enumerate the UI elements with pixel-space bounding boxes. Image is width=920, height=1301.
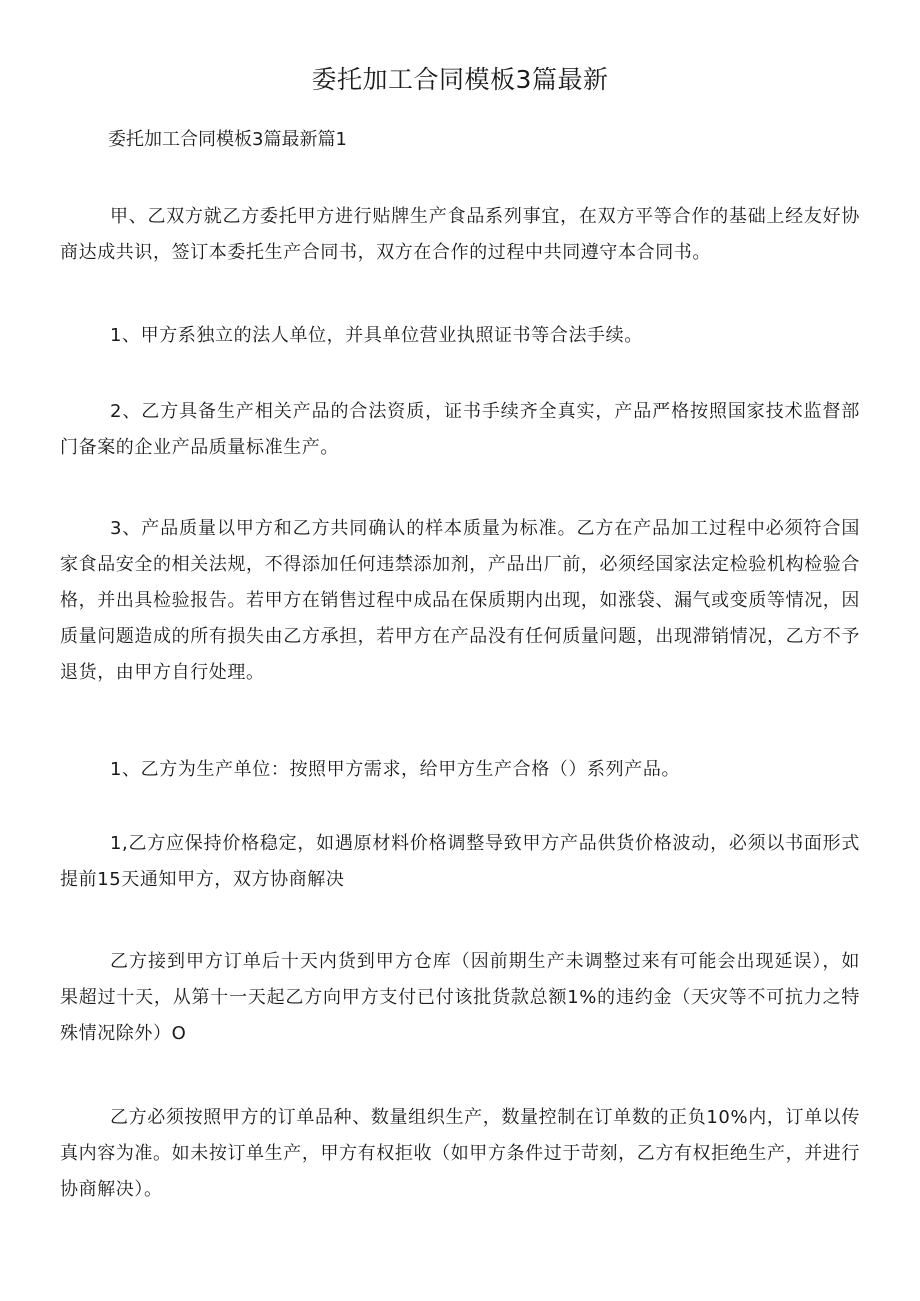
paragraph-clause-3: 3、产品质量以甲方和乙方共同确认的样本质量为标准。乙方在产品加工过程中必须符合国家食品安全的相关法规，不得添加任何违禁添加剂，产品出厂前，必须经国家法定检验机构检验合格，并出具检验报告。若甲方在销售过程中成品在保质期内出现，如涨袋、漏气或变质等情况，因质量问题造成的所有损失由乙方承担，若甲方在产品没有任何质量问题，出现滞销情况，乙方不予退货，由甲方自行处理。 — [60, 518, 860, 683]
paragraph-production-unit: 1、乙方为生产单位：按照甲方需求，给甲方生产合格（）系列产品。 — [110, 759, 681, 780]
paragraph-order-production: 乙方必须按照甲方的订单品种、数量组织生产，数量控制在订单数的正负10%内，订单以传真内容为准。如未按订单生产，甲方有权拒收（如甲方条件过于苛刻，乙方有权拒绝生产，并进行协商解决）。 — [60, 1107, 860, 1200]
paragraph-clause-1: 1、甲方系独立的法人单位，并具单位营业执照证书等合法手续。 — [110, 325, 643, 346]
document-title: 委托加工合同模板3篇最新 — [311, 65, 609, 94]
paragraph-delivery: 乙方接到甲方订单后十天内货到甲方仓库（因前期生产未调整过来有可能会出现延误），如果超过十天，从第十一天起乙方向甲方支付已付该批货款总额1%的违约金（天灾等不可抗力之特殊情况除外）O — [60, 951, 860, 1044]
section-heading: 委托加工合同模板3篇最新篇1 — [108, 129, 347, 150]
paragraph-preamble: 甲、乙双方就乙方委托甲方进行贴牌生产食品系列事宜，在双方平等合作的基础上经友好协商达成共识，签订本委托生产合同书，双方在合作的过程中共同遵守本合同书。 — [60, 206, 860, 263]
paragraph-clause-2: 2、乙方具备生产相关产品的合法资质，证书手续齐全真实，产品严格按照国家技术监督部门备案的企业产品质量标准生产。 — [60, 401, 860, 458]
paragraph-price-stability: 1,乙方应保持价格稳定，如遇原材料价格调整导致甲方产品供货价格波动，必须以书面形式提前15天通知甲方，双方协商解决 — [60, 833, 860, 890]
